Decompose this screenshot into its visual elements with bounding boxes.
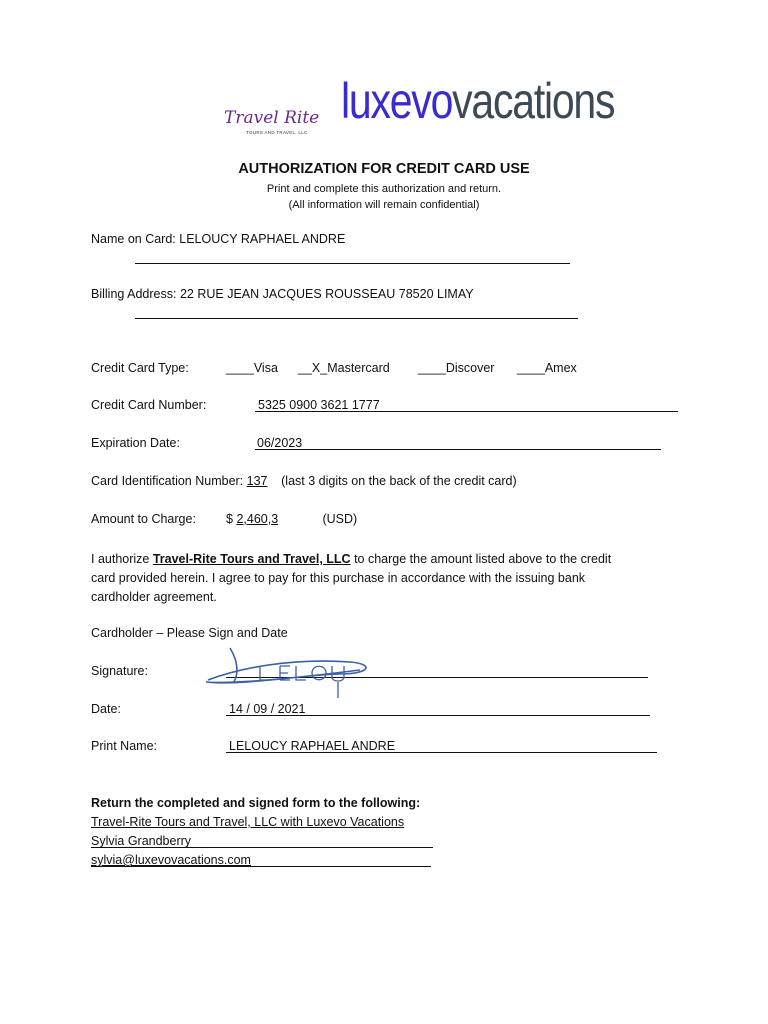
card-type-discover xyxy=(418,361,494,375)
form-instruction: Print and complete this authorization and return. xyxy=(266,183,502,195)
cid-value: 137 xyxy=(246,474,268,488)
luxevo-logo-part: luxevo xyxy=(341,73,453,129)
card-type-mark: ____ xyxy=(226,361,254,375)
name-on-card-label: Name on Card: xyxy=(91,232,176,246)
travel-rite-logo xyxy=(220,96,328,138)
date-value: 14 / 09 / 2021 xyxy=(229,702,306,716)
expiration-line xyxy=(255,449,661,450)
travel-rite-logo-text: Travel Rite xyxy=(224,108,320,128)
print-name-value: LELOUCY RAPHAEL ANDRE xyxy=(229,739,396,753)
amount-unit: (USD) xyxy=(322,512,358,526)
billing-address-row xyxy=(91,287,474,301)
card-type-mastercard xyxy=(298,361,390,375)
authorization-line-2: card provided herein. I agree to pay for this purchase in accordance with the issuing bank xyxy=(91,571,586,585)
authorization-prefix: I authorize xyxy=(91,552,153,566)
signature-label: Signature: xyxy=(91,664,148,678)
card-number-label: Credit Card Number: xyxy=(91,398,207,412)
card-type-mark: __X_ xyxy=(298,361,328,375)
authorization-line-1 xyxy=(91,550,691,569)
expiration-label: Expiration Date: xyxy=(91,436,180,450)
amount-row xyxy=(226,512,357,526)
card-type-name: Discover xyxy=(445,361,495,375)
authorization-line-3: cardholder agreement. xyxy=(91,590,217,604)
print-name-label: Print Name: xyxy=(91,739,157,753)
cid-note: (last 3 digits on the back of the credit card) xyxy=(281,474,517,488)
sign-prompt: Cardholder – Please Sign and Date xyxy=(91,626,288,640)
return-company-line: Travel-Rite Tours and Travel, LLC with Luxevo Vacations xyxy=(91,815,405,829)
card-number-line xyxy=(255,411,678,412)
billing-address-label: Billing Address: xyxy=(91,287,177,301)
amount-value: 2,460,3 xyxy=(236,512,279,526)
currency-symbol: $ xyxy=(226,512,233,526)
vacations-logo-part: vacations xyxy=(452,73,615,129)
card-type-name: Mastercard xyxy=(327,361,390,375)
cid-row xyxy=(91,474,517,488)
card-number-value: 5325 0900 3621 1777 xyxy=(258,398,380,412)
authorization-company: Travel-Rite Tours and Travel, LLC xyxy=(152,552,351,566)
return-email-line xyxy=(91,866,431,867)
name-on-card-value: LELOUCY RAPHAEL ANDRE xyxy=(179,232,346,246)
form-title: AUTHORIZATION FOR CREDIT CARD USE xyxy=(238,161,530,177)
billing-address-value: 22 RUE JEAN JACQUES ROUSSEAU 78520 LIMAY xyxy=(179,287,474,301)
authorization-paragraph xyxy=(91,550,691,607)
return-contact-name-line xyxy=(91,847,433,848)
return-instructions-heading: Return the completed and signed form to the following: xyxy=(91,796,421,810)
luxevo-vacations-logo xyxy=(341,73,615,129)
date-label: Date: xyxy=(91,702,121,716)
card-type-name: Visa xyxy=(253,361,278,375)
name-on-card-line xyxy=(135,263,570,264)
cid-label: Card Identification Number: xyxy=(91,474,244,488)
amount-label: Amount to Charge: xyxy=(91,512,196,526)
return-email-link[interactable]: sylvia@luxevovacations.com xyxy=(91,853,251,867)
form-confidential-note: (All information will remain confidential) xyxy=(288,199,480,211)
card-type-name: Amex xyxy=(544,361,577,375)
signature-scrawl xyxy=(200,640,380,700)
expiration-value: 06/2023 xyxy=(257,436,303,450)
authorization-line-1-rest: to charge the amount listed above to the credit xyxy=(350,552,612,566)
card-type-mark: ____ xyxy=(517,361,545,375)
card-type-amex xyxy=(517,361,577,375)
name-on-card-row xyxy=(91,232,345,246)
card-type-label: Credit Card Type: xyxy=(91,361,189,375)
date-line xyxy=(226,715,650,716)
card-type-visa xyxy=(226,361,278,375)
billing-address-line xyxy=(135,318,578,319)
card-type-mark: ____ xyxy=(418,361,446,375)
return-contact-name: Sylvia Grandberry xyxy=(91,834,192,848)
print-name-line xyxy=(226,752,657,753)
travel-rite-logo-subtext: TOURS AND TRAVEL, LLC xyxy=(246,130,308,135)
